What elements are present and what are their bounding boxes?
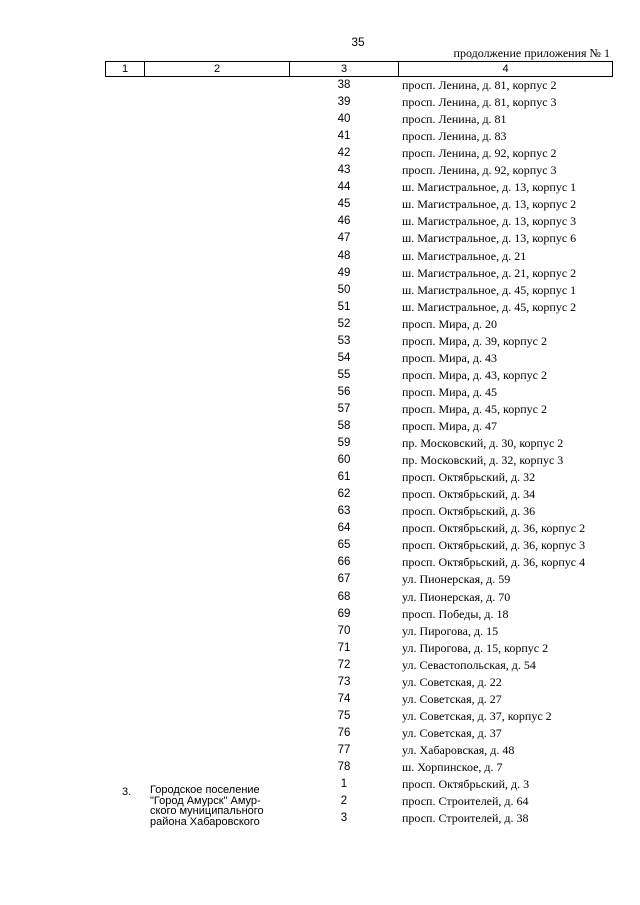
list-item	[0, 129, 640, 146]
item-address: ш. Магистральное, д. 13, корпус 6	[402, 231, 577, 246]
item-number: 61	[337, 471, 351, 484]
item-address: просп. Строителей, д. 64	[402, 794, 529, 809]
list-item	[0, 487, 640, 504]
list-item	[0, 743, 640, 760]
item-address: ул. Пионерская, д. 70	[402, 589, 511, 604]
list-item	[0, 300, 640, 317]
list-item	[0, 368, 640, 385]
header-col-1: 1	[106, 62, 145, 77]
item-address: ш. Магистральное, д. 21, корпус 2	[402, 265, 577, 280]
item-address: просп. Октябрьский, д. 3	[402, 777, 530, 792]
list-item	[0, 317, 640, 334]
list-item	[0, 811, 640, 828]
item-number: 73	[337, 675, 351, 688]
list-item	[0, 95, 640, 112]
item-number: 45	[337, 198, 351, 211]
item-number: 2	[340, 795, 348, 808]
item-number: 43	[337, 164, 351, 177]
list-item	[0, 334, 640, 351]
item-number: 55	[337, 368, 351, 381]
table-header	[105, 61, 613, 77]
item-address: просп. Октябрьский, д. 34	[402, 487, 536, 502]
item-address: просп. Ленина, д. 81, корпус 2	[402, 78, 557, 92]
item-address: просп. Октябрьский, д. 36, корпус 4	[402, 555, 586, 570]
item-number: 57	[337, 402, 351, 415]
list-item	[0, 794, 640, 811]
item-number: 56	[337, 385, 351, 398]
appendix-continuation-note: продолжение приложения № 1	[453, 46, 610, 60]
list-item	[0, 453, 640, 470]
list-item	[0, 180, 640, 197]
item-number: 42	[337, 147, 351, 160]
item-address: пр. Московский, д. 30, корпус 2	[402, 436, 564, 451]
item-address: просп. Ленина, д. 81, корпус 3	[402, 95, 557, 110]
item-address: просп. Октябрьский, д. 36	[402, 504, 536, 519]
section-title-line: "Город Амурск" Амур-	[150, 794, 261, 807]
item-address: ш. Магистральное, д. 13, корпус 3	[402, 214, 577, 229]
item-address: ш. Магистральное, д. 13, корпус 2	[402, 197, 577, 212]
item-address: ш. Магистральное, д. 13, корпус 1	[402, 180, 577, 195]
item-number: 53	[337, 334, 351, 347]
list-item	[0, 112, 640, 129]
item-address: ул. Советская, д. 22	[402, 674, 502, 689]
item-address: просп. Мира, д. 20	[402, 316, 497, 331]
list-item	[0, 658, 640, 675]
item-number: 59	[337, 437, 351, 450]
list-item	[0, 436, 640, 453]
item-number: 3	[340, 812, 348, 825]
item-number: 69	[337, 607, 351, 620]
list-item	[0, 197, 640, 214]
list-item	[0, 538, 640, 555]
item-number: 52	[337, 317, 351, 330]
item-number: 50	[337, 283, 351, 296]
item-address: просп. Мира, д. 45, корпус 2	[402, 401, 547, 416]
list-item	[0, 607, 640, 624]
header-col-4: 4	[399, 62, 613, 77]
list-item	[0, 641, 640, 658]
item-number: 64	[337, 522, 351, 535]
item-address: ул. Советская, д. 37	[402, 725, 502, 740]
item-address: ул. Хабаровская, д. 48	[402, 742, 515, 757]
list-item	[0, 590, 640, 607]
item-address: ул. Пирогова, д. 15, корпус 2	[402, 640, 549, 655]
header-col-3: 3	[290, 62, 399, 77]
page-number: 35	[351, 35, 365, 49]
item-address: просп. Мира, д. 43	[402, 350, 497, 365]
list-item	[0, 555, 640, 572]
item-address: просп. Ленина, д. 83	[402, 129, 507, 144]
item-number: 38	[337, 79, 351, 91]
item-address: просп. Мира, д. 45	[402, 384, 497, 399]
list-item	[0, 521, 640, 538]
item-number: 44	[337, 181, 351, 194]
item-address: просп. Октябрьский, д. 32	[402, 470, 536, 485]
list-item	[0, 266, 640, 283]
item-number: 40	[337, 113, 351, 126]
item-number: 77	[337, 743, 351, 756]
list-item	[0, 146, 640, 163]
item-address: ш. Хорпинское, д. 7	[402, 760, 503, 774]
item-number: 62	[337, 488, 351, 501]
section-title	[150, 785, 290, 827]
item-number: 70	[337, 624, 351, 637]
item-address: ш. Магистральное, д. 45, корпус 2	[402, 299, 577, 314]
item-number: 47	[337, 232, 351, 245]
item-number: 1	[340, 778, 348, 791]
item-number: 68	[337, 590, 351, 603]
list-item	[0, 709, 640, 726]
item-address: просп. Мира, д. 39, корпус 2	[402, 333, 547, 348]
list-item	[0, 385, 640, 402]
section-number: 3.	[122, 786, 132, 798]
list-item	[0, 231, 640, 248]
item-number: 54	[337, 351, 351, 364]
list-item	[0, 283, 640, 300]
item-address: просп. Ленина, д. 92, корпус 3	[402, 163, 557, 178]
item-number: 39	[337, 96, 351, 109]
item-number: 74	[337, 692, 351, 705]
item-number: 67	[337, 573, 351, 586]
item-number: 51	[337, 300, 351, 313]
list-item	[0, 504, 640, 521]
item-number: 49	[337, 266, 351, 279]
list-item	[0, 760, 640, 777]
list-item	[0, 624, 640, 641]
item-address: ул. Севастопольская, д. 54	[402, 657, 536, 672]
item-address: ул. Советская, д. 27	[402, 691, 502, 706]
item-number: 63	[337, 505, 351, 518]
item-address: просп. Октябрьский, д. 36, корпус 2	[402, 521, 586, 536]
section-title-line: ского муниципального	[150, 805, 264, 817]
item-number: 76	[337, 726, 351, 739]
list-item	[0, 572, 640, 589]
item-address: просп. Ленина, д. 81	[402, 112, 507, 127]
item-address: ул. Пионерская, д. 59	[402, 572, 511, 587]
item-address: просп. Мира, д. 43, корпус 2	[402, 367, 547, 382]
section-title-line: района Хабаровского	[150, 815, 260, 828]
list-item	[0, 163, 640, 180]
item-number: 60	[337, 454, 351, 467]
section-title-line: Городское поселение	[150, 784, 260, 796]
header-col-2: 2	[145, 62, 290, 77]
item-address: ш. Магистральное, д. 45, корпус 1	[402, 282, 577, 297]
list-item	[0, 78, 640, 95]
item-address: просп. Мира, д. 47	[402, 419, 497, 433]
list-item	[0, 419, 640, 436]
list-item	[0, 777, 640, 794]
item-number: 41	[337, 130, 351, 143]
item-address: ул. Пирогова, д. 15	[402, 623, 499, 638]
item-number: 71	[337, 641, 351, 654]
list-item	[0, 351, 640, 368]
item-number: 66	[337, 556, 351, 569]
item-number: 78	[337, 761, 351, 773]
item-address: пр. Московский, д. 32, корпус 3	[402, 453, 564, 468]
item-address: ул. Советская, д. 37, корпус 2	[402, 708, 552, 723]
item-address: просп. Строителей, д. 38	[402, 811, 529, 826]
item-number: 75	[337, 709, 351, 722]
list-item	[0, 214, 640, 231]
list-item	[0, 675, 640, 692]
item-address: просп. Октябрьский, д. 36, корпус 3	[402, 538, 586, 553]
list-item	[0, 692, 640, 709]
item-number: 65	[337, 539, 351, 552]
list-item	[0, 249, 640, 266]
item-address: просп. Победы, д. 18	[402, 606, 509, 621]
list-item	[0, 726, 640, 743]
item-number: 48	[337, 249, 351, 262]
item-number: 58	[337, 420, 351, 432]
item-address: ш. Магистральное, д. 21	[402, 248, 527, 263]
item-number: 72	[337, 658, 351, 671]
list-item	[0, 470, 640, 487]
item-address: просп. Ленина, д. 92, корпус 2	[402, 146, 557, 161]
list-item	[0, 402, 640, 419]
item-number: 46	[337, 215, 351, 228]
